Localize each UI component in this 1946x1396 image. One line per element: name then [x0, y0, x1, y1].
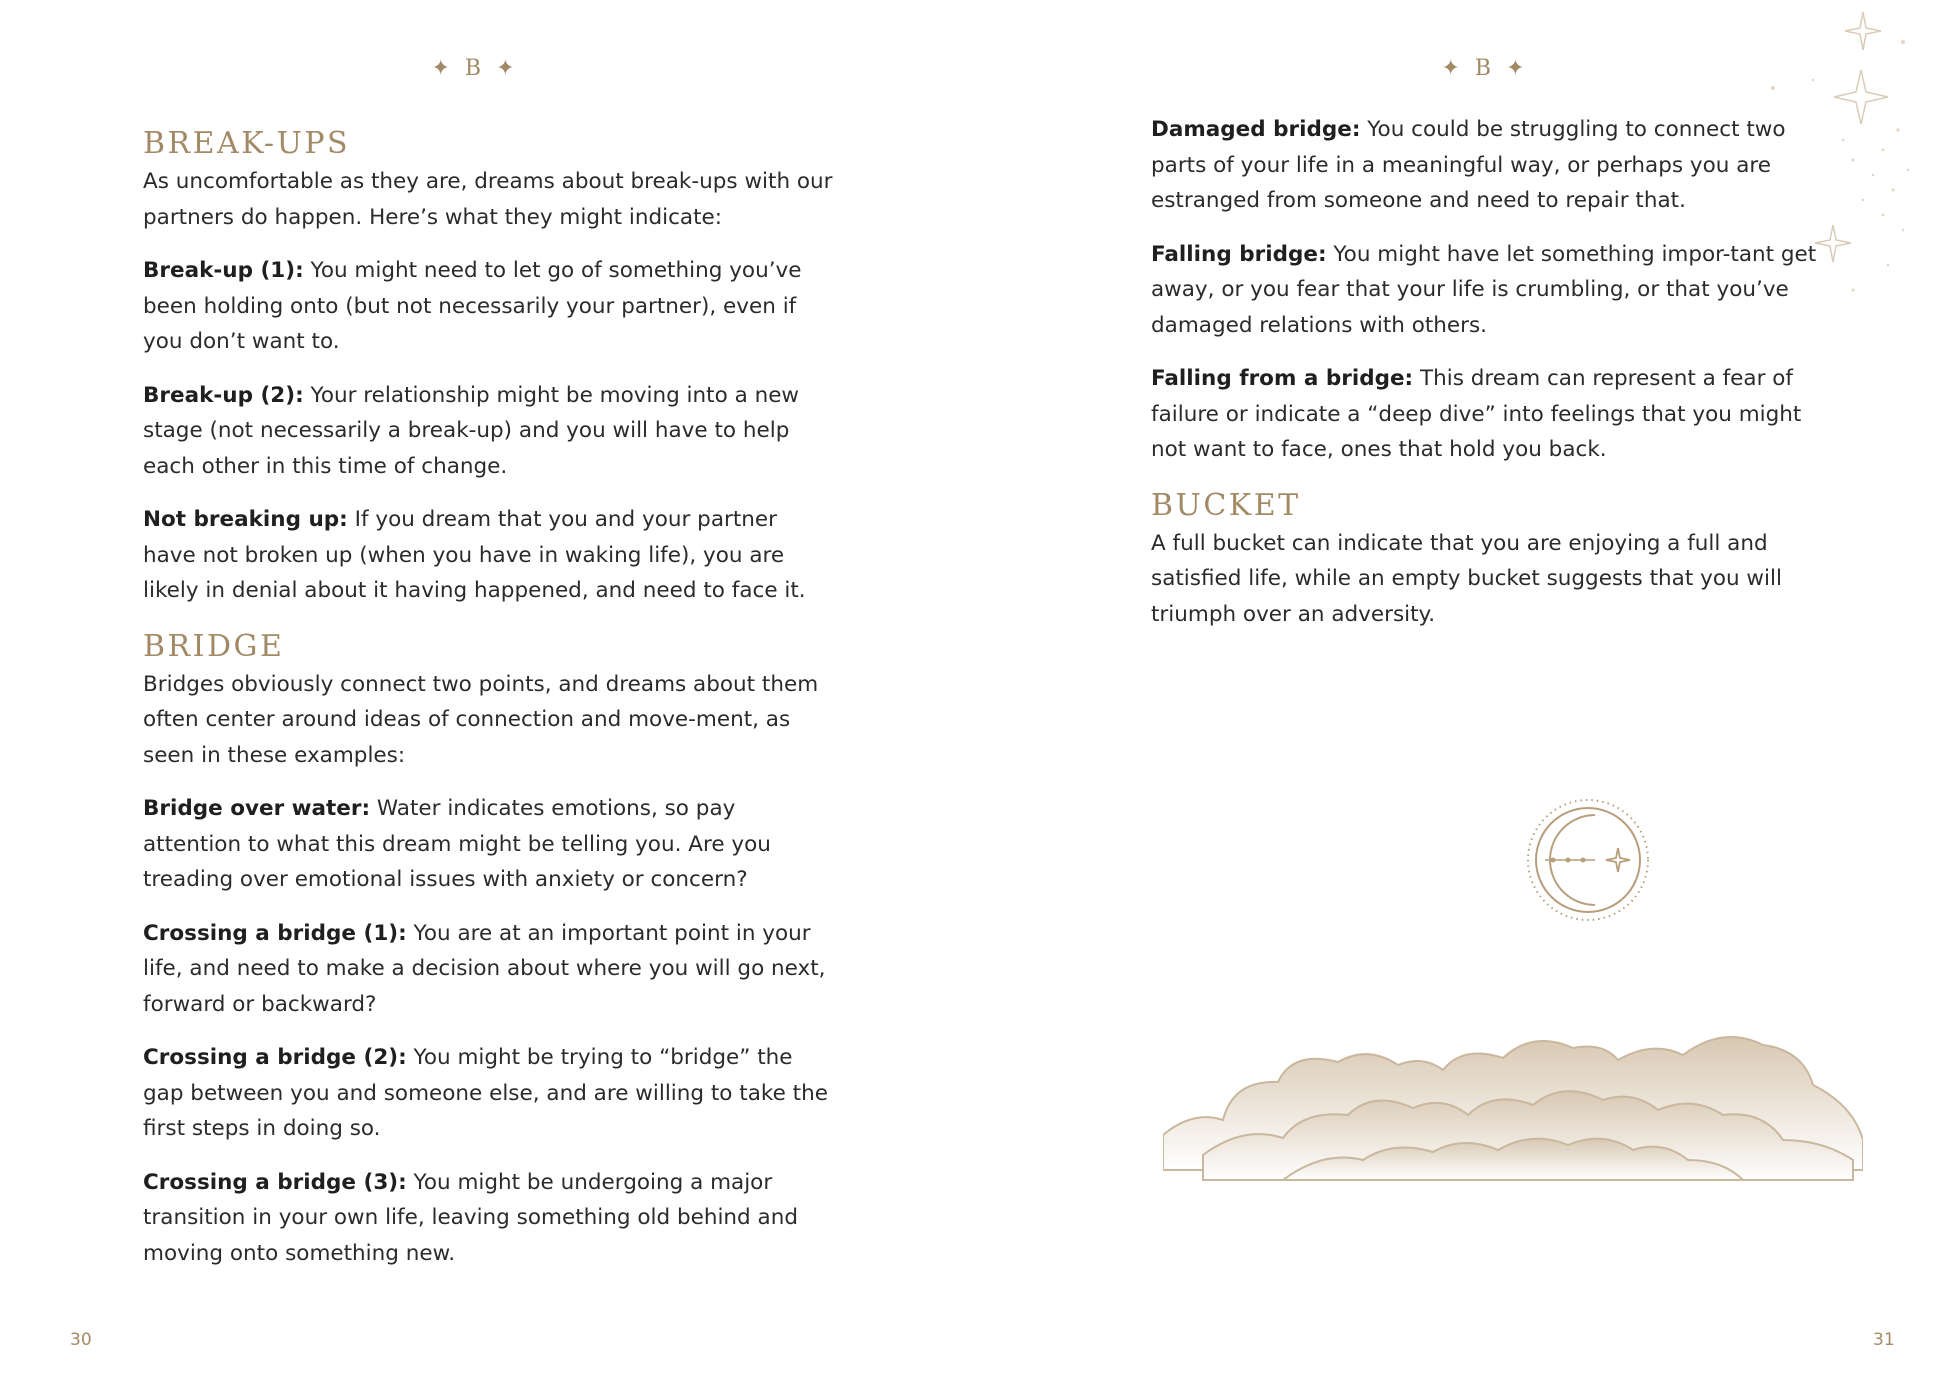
entry-text: If you dream that you and your partner have not broken up (when you have in waking life), you are likely in denial about it having happened, and need to face it.	[143, 507, 806, 603]
entry-term: Crossing a bridge (3):	[143, 1169, 407, 1195]
entry-term: Break-up (2):	[143, 382, 304, 408]
entry-break-up-2	[143, 378, 833, 485]
running-head: ✦ B ✦	[431, 56, 519, 81]
entry-break-up-1	[143, 253, 833, 360]
entry-term: Crossing a bridge (2):	[143, 1045, 407, 1070]
entry-falling-from-bridge	[1151, 361, 1831, 468]
left-column	[143, 124, 833, 1289]
entry-text: You might be trying to “bridge” the gap between you and someone else, and are willing to take the first steps in doing so.	[143, 1045, 828, 1141]
clouds-illustration	[1163, 1020, 1863, 1200]
section-heading-break-ups: BREAK-UPS	[143, 126, 351, 161]
entry-text: Water indicates emotions, so pay attention to what this dream might be telling you. Are you treading over emotional issues with anxiety or concern?	[143, 796, 771, 892]
page-number: 30	[70, 1330, 92, 1350]
entry-not-breaking-up	[143, 502, 833, 609]
running-head: ✦ B ✦	[1441, 56, 1529, 81]
entry-damaged-bridge	[1151, 112, 1831, 219]
entry-bridge-over-water	[143, 791, 833, 898]
entry-crossing-bridge-1	[143, 916, 833, 1023]
entry-term: Damaged bridge:	[1151, 117, 1361, 142]
section-intro: A full bucket can indicate that you are enjoying a full and satisfied life, while an empty bucket suggests that you will triumph over an adversity.	[1151, 530, 1782, 627]
section-intro: Bridges obviously connect two points, and dreams about them often center around ideas of connection and move-ment, as seen in these examples:	[143, 671, 819, 768]
entry-term: Bridge over water:	[143, 796, 371, 821]
entry-falling-bridge	[1151, 237, 1831, 344]
entry-text: You might need to let go of something you’ve been holding onto (but not necessarily your partner), even if you don’t want to.	[143, 258, 802, 354]
entry-term: Not breaking up:	[143, 507, 348, 532]
moon-emblem-icon	[1523, 795, 1653, 925]
right-page	[973, 0, 1946, 1396]
entry-text: You could be struggling to connect two parts of your life in a meaningful way, or perhaps you are estranged from someone and need to repair that.	[1151, 117, 1786, 213]
entry-text: You are at an important point in your life, and need to make a decision about where you will go next, forward or backward?	[143, 920, 826, 1017]
section-heading-bridge: BRIDGE	[143, 628, 285, 664]
entry-text: You might have let something impor-tant get away, or you fear that your life is crumbling, or that you’ve damaged relations with others.	[1151, 241, 1817, 338]
section-heading-bucket: BUCKET	[1151, 487, 1301, 523]
entry-crossing-bridge-3	[143, 1165, 833, 1272]
entry-crossing-bridge-2	[143, 1040, 833, 1147]
entry-term: Falling bridge:	[1151, 241, 1327, 267]
entry-term: Falling from a bridge:	[1151, 366, 1414, 391]
entry-text: Your relationship might be moving into a new stage (not necessarily a break-up) and you will have to help each other in this time of change.	[143, 382, 800, 479]
entry-term: Crossing a bridge (1):	[143, 920, 407, 946]
entry-text: You might be undergoing a major transition in your own life, leaving something old behind and moving onto something new.	[143, 1169, 798, 1266]
entry-text: This dream can represent a fear of failure or indicate a “deep dive” into feelings that you might not want to face, ones that hold you back.	[1151, 366, 1802, 462]
entry-term: Break-up (1):	[143, 258, 304, 283]
right-column	[1151, 112, 1831, 650]
page-number: 31	[1873, 1330, 1895, 1350]
section-intro: As uncomfortable as they are, dreams about break-ups with our partners do happen. Here’s what they might indicate:	[143, 169, 833, 230]
